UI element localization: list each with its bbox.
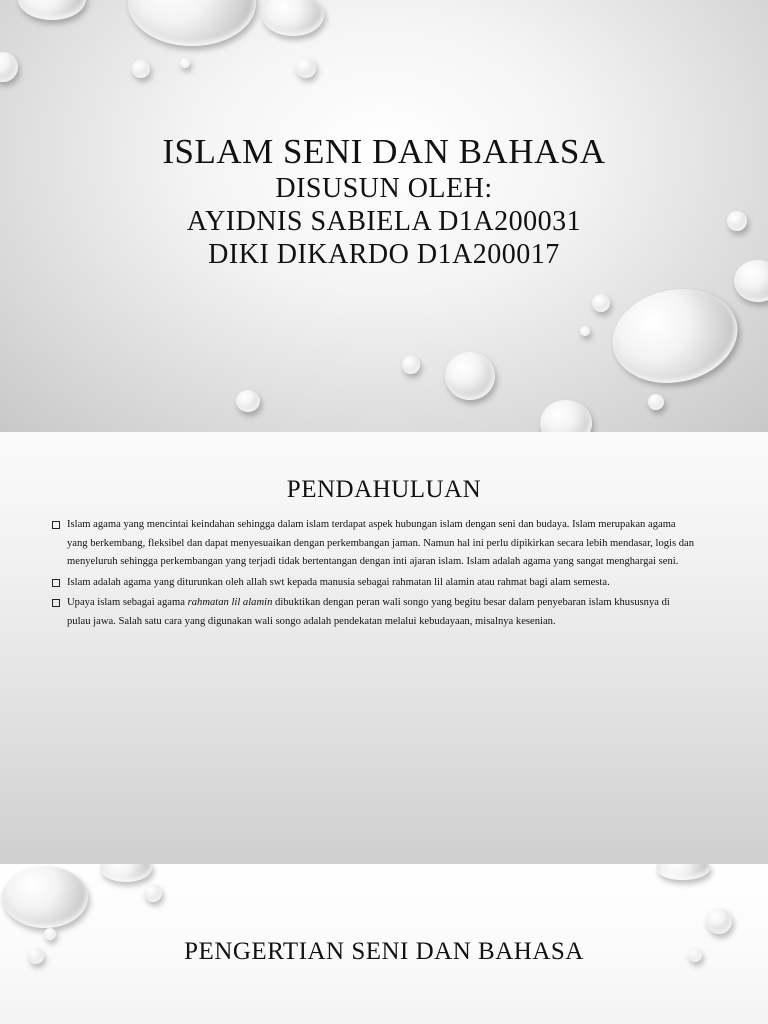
water-drop-decoration <box>296 58 316 78</box>
list-item <box>50 516 695 572</box>
title-block <box>0 132 768 271</box>
bullet-list <box>50 516 695 633</box>
slide-heading: PENGERTIAN SENI DAN BAHASA <box>184 938 584 965</box>
water-drop-decoration <box>100 864 152 882</box>
water-drop-decoration <box>2 866 88 928</box>
water-drop-decoration <box>706 908 732 934</box>
bullet-text-italic: rahmatan lil alamin <box>187 597 273 608</box>
water-drop-decoration <box>0 52 18 82</box>
water-drop-decoration <box>132 60 150 78</box>
title-slide <box>0 0 768 432</box>
author-heading: DISUSUN OLEH: <box>275 173 493 204</box>
list-item <box>50 594 695 631</box>
water-drop-decoration <box>18 0 86 20</box>
checkbox-bullet-icon <box>52 521 60 529</box>
water-drop-decoration <box>402 356 420 374</box>
list-item <box>50 574 695 593</box>
water-drop-decoration <box>604 278 746 394</box>
water-drop-decoration <box>144 884 162 902</box>
water-drop-decoration <box>262 0 324 36</box>
water-drop-decoration <box>445 352 495 400</box>
water-drop-decoration <box>592 294 610 312</box>
slide-heading: PENDAHULUAN <box>286 476 482 503</box>
presentation-title: ISLAM SENI DAN BAHASA <box>162 132 606 171</box>
water-drop-decoration <box>656 864 710 880</box>
introduction-slide <box>0 432 768 864</box>
bullet-text-before: Upaya islam sebagai agama <box>67 597 188 608</box>
bullet-text: Islam adalah agama yang diturunkan oleh allah swt kepada manusia sebagai rahmatan lil alamin atau rahmat bagi alam semesta. <box>67 576 610 588</box>
definition-slide <box>0 864 768 1024</box>
water-drop-decoration <box>540 400 592 432</box>
water-drop-decoration <box>128 0 256 46</box>
checkbox-bullet-icon <box>52 599 60 607</box>
water-drop-decoration <box>648 394 664 410</box>
checkbox-bullet-icon <box>52 579 60 587</box>
water-drop-decoration <box>180 58 190 68</box>
water-drop-decoration <box>236 390 260 412</box>
bullet-text: Islam agama yang mencintai keindahan sehingga dalam islam terdapat aspek hubungan islam dengan seni dan budaya. Islam merupakan agama yang berkembang, fleksibel dan dapat menyesuaikan dengan perkembangan jaman. Namun hal ini perlu dipikirkan secara lebih mendasar, logis dan menyeluruh sehingga perkembangan yang terjadi tidak bertentangan dengan inti ajaran islam. Islam adalah agama yang sangat menghargai seni. <box>67 519 695 567</box>
water-drop-decoration <box>580 326 590 336</box>
bullet-text-after: dibuktikan dengan peran wali songo yang begitu besar dalam penyebaran islam khususnya di pulau jawa. Salah satu cara yang digunakan wali songo adalah pendekatan melalui kebudayaan, misalnya kesenian. <box>67 597 670 627</box>
author-1: AYIDNIS SABIELA D1A200031 <box>186 206 582 237</box>
author-2: DIKI DIKARDO D1A200017 <box>208 239 560 270</box>
